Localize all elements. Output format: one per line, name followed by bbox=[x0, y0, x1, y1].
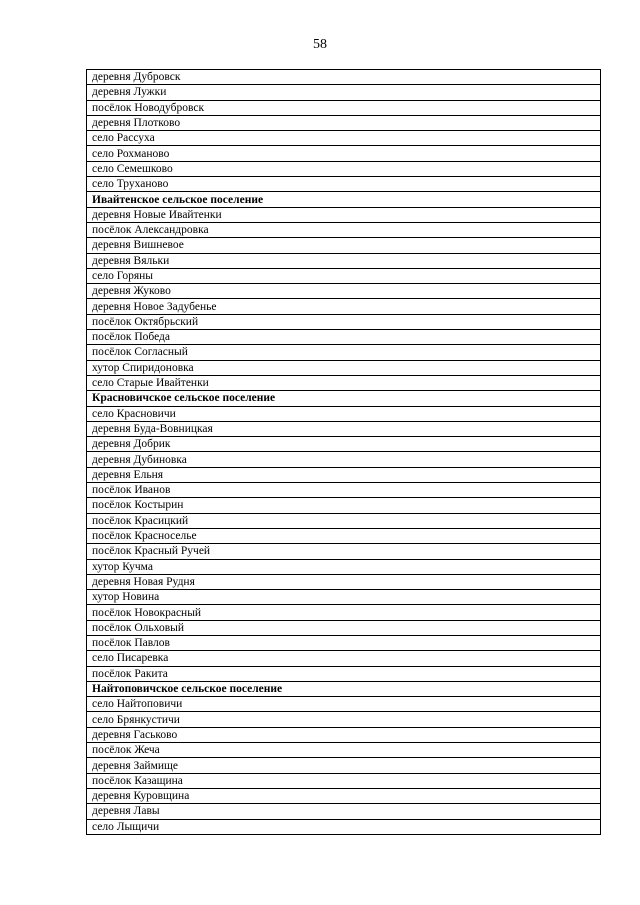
settlement-name-cell: посёлок Ольховый bbox=[87, 620, 601, 635]
settlement-row bbox=[87, 177, 601, 192]
settlement-name-cell: деревня Лавы bbox=[87, 804, 601, 819]
settlement-row bbox=[87, 743, 601, 758]
settlement-row bbox=[87, 635, 601, 650]
settlement-name-cell: деревня Вяльки bbox=[87, 253, 601, 268]
settlement-row bbox=[87, 131, 601, 146]
settlement-row bbox=[87, 620, 601, 635]
settlement-name-cell: посёлок Казащина bbox=[87, 773, 601, 788]
settlement-row bbox=[87, 100, 601, 115]
settlement-row bbox=[87, 452, 601, 467]
settlement-row bbox=[87, 483, 601, 498]
settlement-name-cell: посёлок Жеча bbox=[87, 743, 601, 758]
settlement-row bbox=[87, 70, 601, 85]
settlement-row bbox=[87, 437, 601, 452]
section-header-cell: Красновичское сельское поселение bbox=[87, 391, 601, 406]
settlement-row bbox=[87, 85, 601, 100]
settlement-name-cell: село Красновичи bbox=[87, 406, 601, 421]
settlement-row bbox=[87, 161, 601, 176]
settlement-name-cell: деревня Займище bbox=[87, 758, 601, 773]
settlement-name-cell: село Лыщичи bbox=[87, 819, 601, 834]
settlement-name-cell: деревня Дубиновка bbox=[87, 452, 601, 467]
section-header-row bbox=[87, 681, 601, 696]
settlement-row bbox=[87, 330, 601, 345]
settlement-name-cell: село Старые Ивайтенки bbox=[87, 375, 601, 390]
settlement-name-cell: посёлок Иванов bbox=[87, 483, 601, 498]
settlement-name-cell: деревня Гаськово bbox=[87, 727, 601, 742]
settlement-name-cell: село Найтоповичи bbox=[87, 697, 601, 712]
settlement-name-cell: деревня Ельня bbox=[87, 467, 601, 482]
settlement-name-cell: село Брянкустичи bbox=[87, 712, 601, 727]
settlement-row bbox=[87, 697, 601, 712]
settlement-row bbox=[87, 238, 601, 253]
settlement-row bbox=[87, 314, 601, 329]
settlement-name-cell: деревня Новое Задубенье bbox=[87, 299, 601, 314]
settlement-name-cell: посёлок Красицкий bbox=[87, 513, 601, 528]
settlement-row bbox=[87, 253, 601, 268]
settlement-name-cell: село Рассуха bbox=[87, 131, 601, 146]
settlement-name-cell: посёлок Новокрасный bbox=[87, 605, 601, 620]
settlement-row bbox=[87, 222, 601, 237]
settlement-row bbox=[87, 727, 601, 742]
settlement-row bbox=[87, 345, 601, 360]
settlement-name-cell: село Горяны bbox=[87, 268, 601, 283]
settlement-name-cell: посёлок Новодубровск bbox=[87, 100, 601, 115]
settlement-row bbox=[87, 666, 601, 681]
settlement-name-cell: деревня Новые Ивайтенки bbox=[87, 207, 601, 222]
settlement-name-cell: посёлок Павлов bbox=[87, 635, 601, 650]
settlement-row bbox=[87, 544, 601, 559]
settlement-name-cell: деревня Куровщина bbox=[87, 788, 601, 803]
settlement-row bbox=[87, 804, 601, 819]
settlement-row bbox=[87, 421, 601, 436]
settlement-row bbox=[87, 559, 601, 574]
page-number: 58 bbox=[313, 37, 327, 52]
settlement-name-cell: посёлок Красноселье bbox=[87, 528, 601, 543]
settlement-name-cell: деревня Добрик bbox=[87, 437, 601, 452]
section-header-row bbox=[87, 192, 601, 207]
settlement-row bbox=[87, 574, 601, 589]
settlement-name-cell: село Семешково bbox=[87, 161, 601, 176]
settlement-row bbox=[87, 498, 601, 513]
settlement-row bbox=[87, 651, 601, 666]
settlement-name-cell: хутор Спиридоновка bbox=[87, 360, 601, 375]
settlement-row bbox=[87, 819, 601, 834]
settlement-row bbox=[87, 360, 601, 375]
section-header-row bbox=[87, 391, 601, 406]
section-header-cell: Ивайтенское сельское поселение bbox=[87, 192, 601, 207]
settlement-row bbox=[87, 528, 601, 543]
settlement-name-cell: село Писаревка bbox=[87, 651, 601, 666]
settlement-row bbox=[87, 513, 601, 528]
settlement-name-cell: деревня Дубровск bbox=[87, 70, 601, 85]
settlement-row bbox=[87, 773, 601, 788]
settlement-name-cell: посёлок Ракита bbox=[87, 666, 601, 681]
settlement-row bbox=[87, 788, 601, 803]
settlement-name-cell: деревня Жуково bbox=[87, 284, 601, 299]
settlement-name-cell: хутор Кучма bbox=[87, 559, 601, 574]
settlement-row bbox=[87, 268, 601, 283]
settlement-name-cell: хутор Новина bbox=[87, 590, 601, 605]
settlement-row bbox=[87, 207, 601, 222]
settlement-name-cell: деревня Буда-Вовницкая bbox=[87, 421, 601, 436]
section-header-cell: Найтоповичское сельское поселение bbox=[87, 681, 601, 696]
settlement-row bbox=[87, 284, 601, 299]
settlement-row bbox=[87, 758, 601, 773]
settlement-name-cell: посёлок Победа bbox=[87, 330, 601, 345]
settlement-name-cell: село Рохманово bbox=[87, 146, 601, 161]
settlement-row bbox=[87, 146, 601, 161]
settlement-name-cell: посёлок Согласный bbox=[87, 345, 601, 360]
settlement-name-cell: деревня Вишневое bbox=[87, 238, 601, 253]
settlement-name-cell: село Труханово bbox=[87, 177, 601, 192]
settlement-name-cell: посёлок Александровка bbox=[87, 222, 601, 237]
settlement-row bbox=[87, 299, 601, 314]
settlement-name-cell: деревня Плотково bbox=[87, 115, 601, 130]
settlement-row bbox=[87, 406, 601, 421]
settlement-row bbox=[87, 115, 601, 130]
settlement-name-cell: деревня Лужки bbox=[87, 85, 601, 100]
settlement-name-cell: посёлок Костырин bbox=[87, 498, 601, 513]
settlement-row bbox=[87, 467, 601, 482]
settlements-table-body bbox=[87, 70, 601, 835]
settlements-table bbox=[86, 69, 601, 835]
settlement-row bbox=[87, 712, 601, 727]
settlement-row bbox=[87, 375, 601, 390]
settlement-row bbox=[87, 590, 601, 605]
settlement-name-cell: деревня Новая Рудня bbox=[87, 574, 601, 589]
settlement-name-cell: посёлок Красный Ручей bbox=[87, 544, 601, 559]
settlement-row bbox=[87, 605, 601, 620]
settlement-name-cell: посёлок Октябрьский bbox=[87, 314, 601, 329]
